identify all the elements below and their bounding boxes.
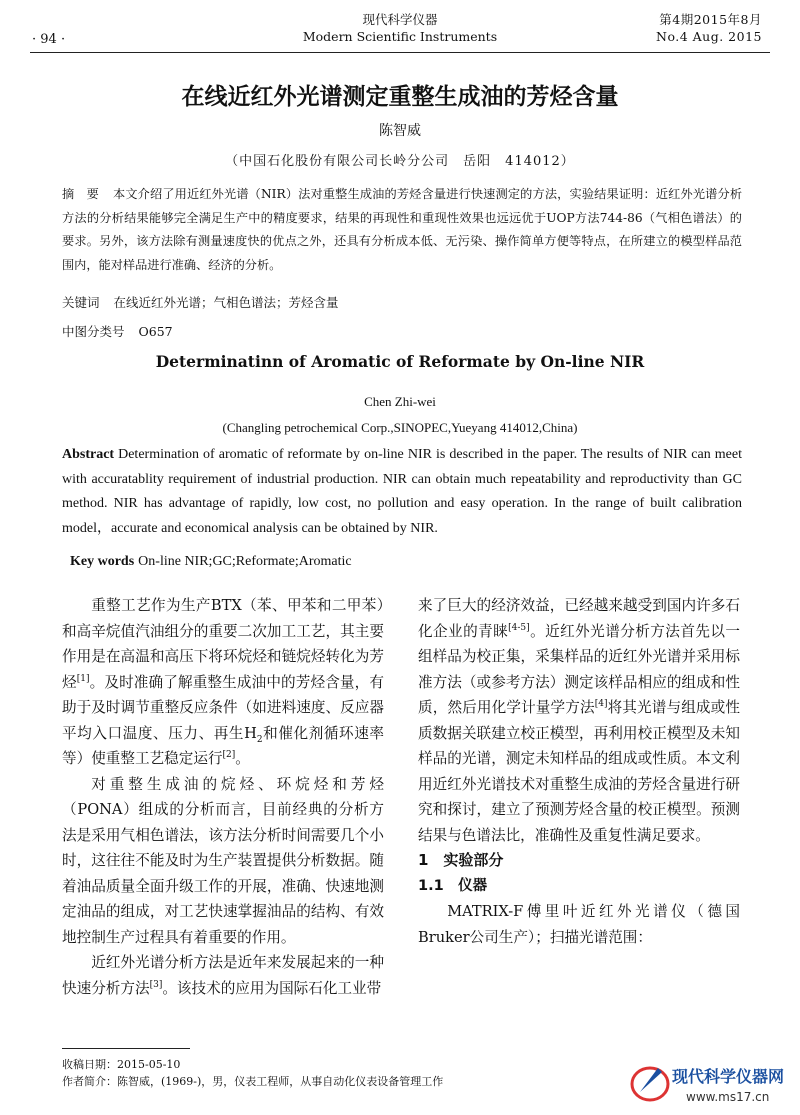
watermark-url: www.ms17.cn [686,1090,770,1104]
footnote-divider [62,1048,190,1049]
author-en: Chen Zhi-wei [364,394,436,409]
paragraph: 近红外光谱分析方法是近年来发展起来的一种快速分析方法[3]。该技术的应用为国际石化工业带 [62,954,384,997]
abstract-cn [62,183,742,277]
citation: [1] [76,673,90,684]
clc-label: 中图分类号 [62,324,125,339]
paragraph: 重整工艺作为生产BTX（苯、甲苯和二甲苯）和高辛烷值汽油组分的重要二次加工工艺，其主要作用是在高温和高压下将环烷烃和链烷烃转化为芳烃[1]。及时准确了解重整生成油中的芳烃含量，有助于及时调节重整反应条件（如进料速度、反应器平均入口温度、压力、再生$H_2$和催化剂循环速率等）使重整工艺稳定运行[2]。 [62,597,384,767]
clc-text: O657 [138,324,173,339]
issue-info [656,11,762,45]
citation: [3] [149,979,163,990]
paper-title-cn: 在线近红外光谱测定重整生成油的芳烃含量 [181,84,619,110]
page-number: · 94 · [32,32,66,47]
issue-cn: 第4期2015年8月 [659,12,762,27]
watermark-logo [628,1058,793,1108]
footnote-received: 收稿日期：2015-05-10 [62,1058,181,1071]
keywords-cn-text: 在线近红外光谱；气相色谱法；芳烃含量 [113,295,339,310]
keywords-en-label: Key words [70,554,135,569]
abstract-cn-label: 摘 要 [62,187,100,201]
keywords-cn [62,293,339,311]
section-heading: 1 实验部分 [418,851,504,869]
clc-number [62,322,173,340]
affiliation-en: (Changling petrochemical Corp.,SINOPEC,Yueyang 414012,China) [222,420,578,435]
abstract-en-label: Abstract [62,447,115,462]
watermark-logo-icon [628,1058,793,1108]
paragraph: 对重整生成油的烷烃、环烷烃和芳烃（PONA）组成的分析而言，目前经典的分析方法是采用气相色谱法，该方法分析时间需要几个小时，这往往不能及时为生产装置提供分析数据。随着油品质量全面升级工作的开展，准确、快速地测定油品的组成，对工艺快速掌握油品的结构、有效地控制生产过程具有着重要的作用。 [62,775,384,946]
keywords-cn-label: 关键词 [62,295,100,310]
abstract-cn-text: 本文介绍了用近红外光谱（NIR）法对重整生成油的芳烃含量进行快速测定的方法，实验结果证明：近红外光谱分析方法的分析结果能够完全满足生产中的精度要求，结果的再现性和重现性效果也远远优于UOP方法744-86（气相色谱法）的要求。另外，该方法除有测量速度快的优点之外，还具有分析成本低、无污染、操作简单方便等特点，在所建立的模型样品范围内，能对样品进行准确、经济的分析。 [62,187,743,272]
header-divider [30,52,770,53]
body-column-right [418,593,740,950]
footnote-author-bio: 作者简介：陈智威，(1969-)，男，仪表工程师，从事自动化仪表设备管理工作 [62,1075,444,1088]
citation: [4-5] [508,622,530,633]
paper-title-en: Determinatinn of Aromatic of Reformate by On-line NIR [155,352,645,371]
keywords-en [70,554,352,570]
citation: [2] [222,750,236,761]
paragraph: 来了巨大的经济效益，已经越来越受到国内许多石化企业的青睐[4-5]。近红外光谱分析方法首先以一组样品为校正集，采集样品的近红外光谱并采用标准方法（或参考方法）测定该样品相应的组成和性质，然后用化学计量学方法[4]将其光谱与组成或性质数据关联建立校正模型，再利用校正模型及未知样品的光谱，测定未知样品的组成或性质。本文利用近红外光谱技术对重整生成油的芳烃含量进行研究和探讨，建立了预测芳烃含量的校正模型。预测结果与色谱法比，准确性及重复性满足要求。 [418,597,740,844]
body-column-left [62,593,384,1001]
subscript: 2 [256,734,263,745]
abstract-en [62,443,742,541]
issue-en: No.4 Aug. 2015 [656,29,762,44]
author-cn: 陈智威 [379,123,421,139]
keywords-en-text: On-line NIR;GC;Reformate;Aromatic [138,554,352,569]
journal-name-en: Modern Scientific Instruments [302,29,498,44]
affiliation-cn: （中国石化股份有限公司长岭分公司 岳阳 414012） [225,154,575,169]
abstract-en-text: Determination of aromatic of reformate by on-line NIR is described in the paper. The results of NIR can meet with accuratablity requirement of industrial production. NIR can obtain much repeatability and reproductivity than GC method. NIR has advantage of rapidly, low cost, no pollution and easy operation. In the range of built calibration model，accurate and economical analysis can be obtained by NIR. [62,447,742,536]
journal-header [270,11,530,45]
subsection-heading: 1.1 仪器 [418,877,488,894]
paragraph: MATRIX-F傅里叶近红外光谱仪（德国Bruker公司生产）；扫描光谱范围： [418,903,740,946]
watermark-text: 现代科学仪器网 [672,1067,785,1086]
journal-name-cn: 现代科学仪器 [362,12,438,27]
citation: [4] [594,699,608,710]
